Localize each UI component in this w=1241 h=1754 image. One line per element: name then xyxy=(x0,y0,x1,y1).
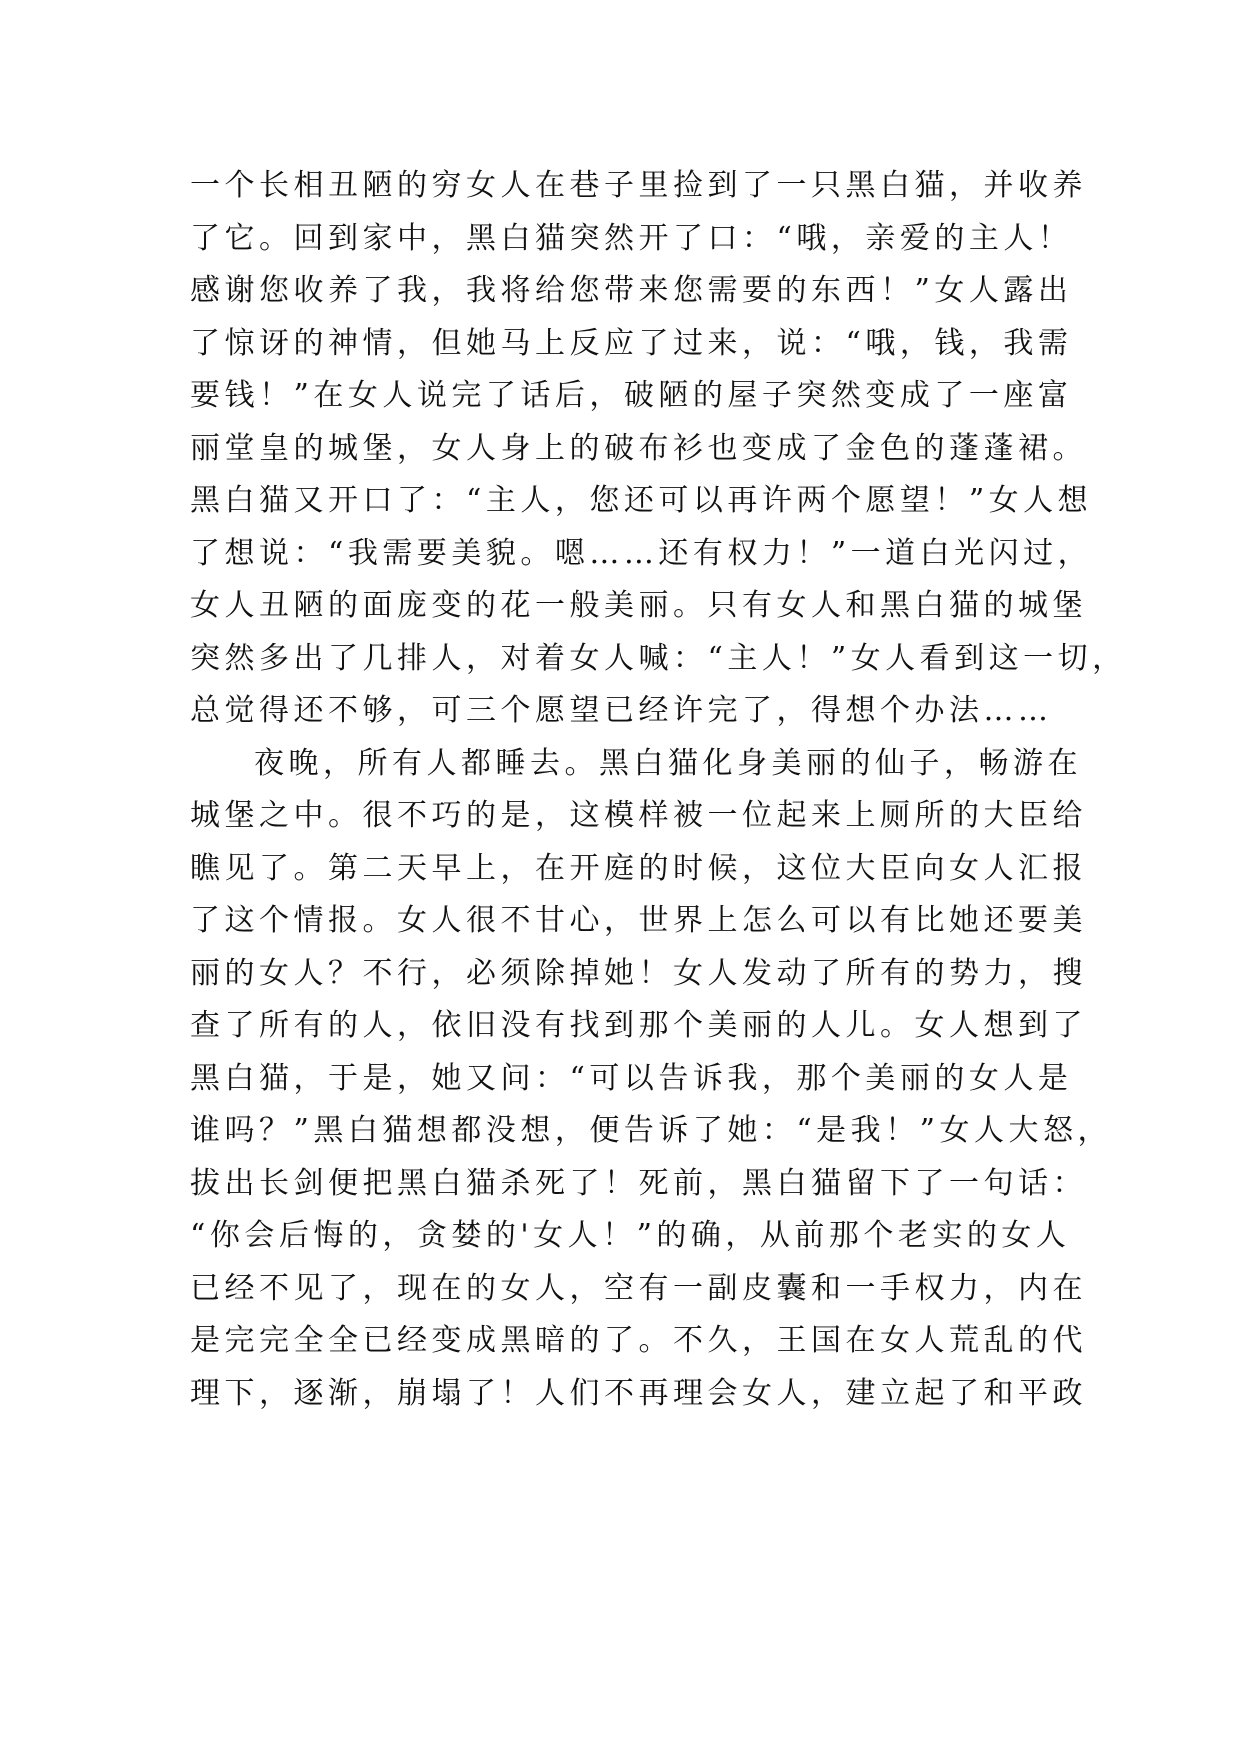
text-line: 查了所有的人，依旧没有找到那个美丽的人儿。女人想到了 xyxy=(190,1008,1087,1043)
text-line: 了它。回到家中，黑白猫突然开了口：“哦，亲爱的主人！ xyxy=(190,220,1073,256)
text-line: 丽的女人？不行，必须除掉她！女人发动了所有的势力，搜 xyxy=(190,955,1087,991)
text-line: 要钱！”在女人说完了话后，破陋的屋子突然变成了一座富 xyxy=(190,378,1073,413)
text-line: 了这个情报。女人很不甘心，世界上怎么可以有比她还要美 xyxy=(190,903,1087,938)
text-line: 感谢您收养了我，我将给您带来您需要的东西！”女人露出 xyxy=(190,273,1073,308)
text-line: 了惊讶的神情，但她马上反应了过来，说：“哦，钱，我需 xyxy=(190,325,1073,361)
text-line: 女人丑陋的面庞变的花一般美丽。只有女人和黑白猫的城堡 xyxy=(190,588,1087,623)
text-line: 丽堂皇的城堡，女人身上的破布衫也变成了金色的蓬蓬裙。 xyxy=(190,430,1087,466)
text-line: 总觉得还不够，可三个愿望已经许完了，得想个办法…… xyxy=(190,693,1053,728)
text-line: 已经不见了，现在的女人，空有一副皮囊和一手权力，内在 xyxy=(190,1270,1087,1306)
text-line: 拔出长剑便把黑白猫杀死了！死前，黑白猫留下了一句话： xyxy=(190,1165,1087,1201)
text-line: 黑白猫，于是，她又问：“可以告诉我，那个美丽的女人是 xyxy=(190,1060,1073,1096)
text-line: “你会后悔的，贪婪的'女人！”的确，从前那个老实的女人 xyxy=(190,1218,1071,1253)
text-line: 瞧见了。第二天早上，在开庭的时候，这位大臣向女人汇报 xyxy=(190,850,1087,886)
text-line: 突然多出了几排人，对着女人喊：“主人！”女人看到这一切， xyxy=(190,640,1127,676)
story-text xyxy=(190,160,1127,1420)
text-line: 一个长相丑陋的穷女人在巷子里捡到了一只黑白猫，并收养 xyxy=(190,168,1087,203)
text-line: 谁吗？”黑白猫想都没想，便告诉了她：“是我！”女人大怒， xyxy=(190,1113,1113,1148)
text-line: 黑白猫又开口了：“主人，您还可以再许两个愿望！”女人想 xyxy=(190,483,1093,518)
text-line: 夜晚，所有人都睡去。黑白猫化身美丽的仙子，畅游在 xyxy=(254,745,1082,781)
text-line: 是完完全全已经变成黑暗的了。不久，王国在女人荒乱的代 xyxy=(190,1323,1087,1358)
text-line: 了想说：“我需要美貌。嗯……还有权力！”一道白光闪过， xyxy=(190,535,1093,571)
text-line: 城堡之中。很不巧的是，这模样被一位起来上厕所的大臣给 xyxy=(190,798,1087,833)
text-line: 理下，逐渐，崩塌了！人们不再理会女人，建立起了和平政 xyxy=(190,1375,1087,1411)
